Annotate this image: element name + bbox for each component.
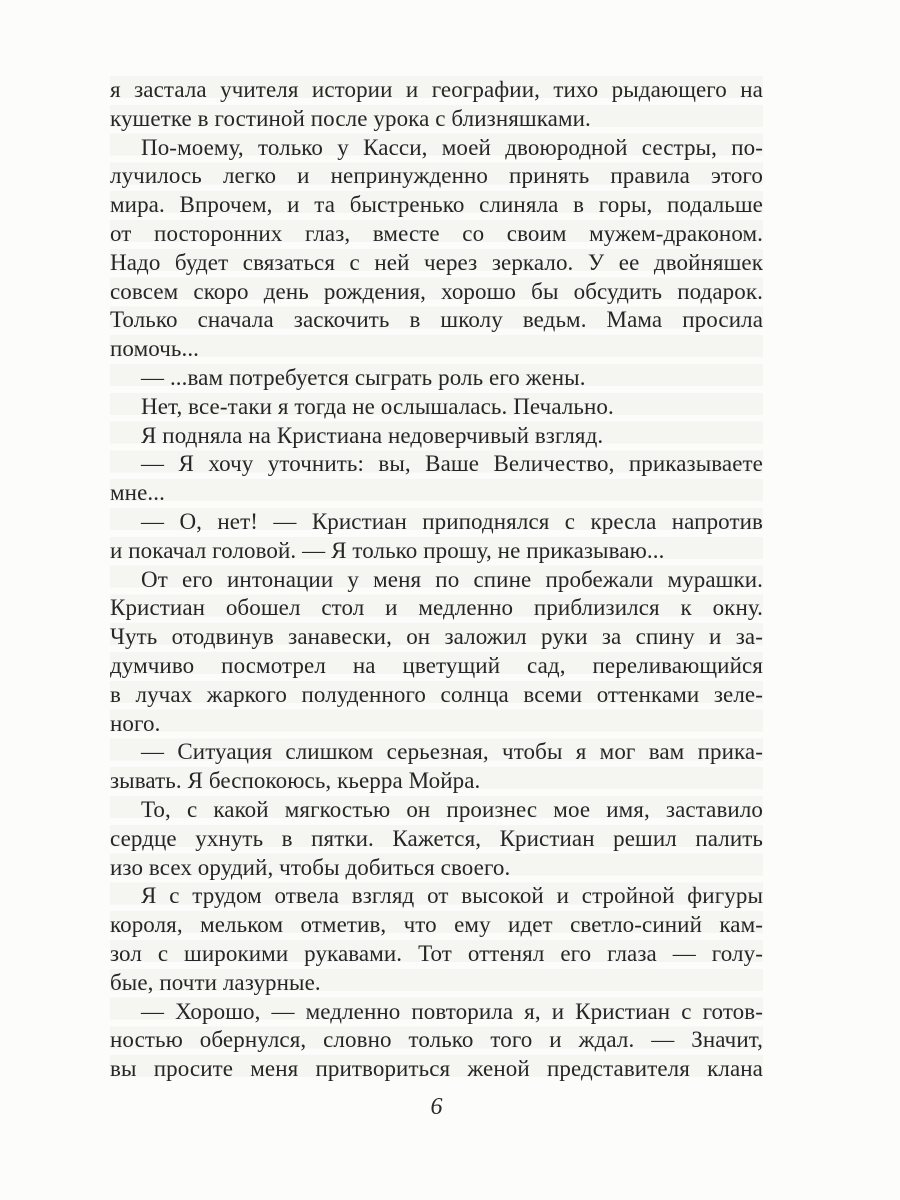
text-line: Я с трудом отвела взгляд от высокой и стройной фигуры <box>141 883 763 909</box>
text-line: — Я хочу уточнить: вы, Ваше Величество, приказываете <box>141 451 763 477</box>
text-line: кушетке в гостиной после урока с близняшками. <box>110 105 591 131</box>
text-line: Нет, все-таки я тогда не ослышалась. Печально. <box>141 393 614 419</box>
text-line: Чуть отодвинув занавески, он заложил руки за спину и за- <box>110 624 763 650</box>
text-line: лучилось легко и непринужденно принять правила этого <box>110 163 763 189</box>
text-line: То, с какой мягкостью он произнес мое имя, заставило <box>141 796 763 822</box>
text-line: совсем скоро день рождения, хорошо бы обсудить подарок. <box>110 278 763 304</box>
text-line: — О, нет! — Кристиан приподнялся с кресла напротив <box>141 508 763 534</box>
text-line: Только сначала заскочить в школу ведьм. Мама просила <box>110 307 763 333</box>
text-line: думчиво посмотрел на цветущий сад, переливающийся <box>110 652 763 678</box>
text-line: Я подняла на Кристиана недоверчивый взгляд. <box>141 422 604 448</box>
text-line: ностью обернулся, словно только того и ждал. — Значит, <box>110 1027 763 1053</box>
text-line: Надо будет связаться с ней через зеркало. У ее двойняшек <box>110 249 763 275</box>
text-line: изо всех орудий, чтобы добиться своего. <box>110 854 511 880</box>
text-line: от посторонних глаз, вместе со своим мужем-драконом. <box>110 220 763 246</box>
text-line: — Ситуация слишком серьезная, чтобы я мог вам прика- <box>141 739 763 765</box>
text-line: ного. <box>110 710 161 736</box>
text-line: — ...вам потребуется сыграть роль его жены. <box>141 364 586 390</box>
text-line: вы просите меня притвориться женой представителя клана <box>110 1056 763 1082</box>
text-line: Кристиан обошел стол и медленно приблизился к окну. <box>110 595 763 621</box>
page-number: 6 <box>430 1094 443 1120</box>
text-line: мира. Впрочем, и та быстренько слиняла в горы, подальше <box>110 192 763 218</box>
text-line: я застала учителя истории и географии, тихо рыдающего на <box>110 77 763 102</box>
text-line: — Хорошо, — медленно повторила я, и Кристиан с готов- <box>141 998 763 1024</box>
text-line: По-моему, только у Касси, моей двоюродной сестры, по- <box>141 134 763 160</box>
text-line: помочь... <box>110 336 200 362</box>
text-line: в лучах жаркого полуденного солнца всеми оттенками зеле- <box>110 681 763 707</box>
text-line: бые, почти лазурные. <box>110 969 321 995</box>
text-line: сердце ухнуть в пятки. Кажется, Кристиан решил палить <box>110 825 763 851</box>
text-line: зол с широкими рукавами. Тот оттенял его глаза — голу- <box>110 940 763 966</box>
text-line: короля, мельком отметив, что ему идет светло-синий кам- <box>110 912 763 938</box>
text-line: От его интонации у меня по спине пробежали мурашки. <box>141 566 763 592</box>
text-line: мне... <box>110 480 165 506</box>
page-text-block <box>110 76 763 1084</box>
text-line: зывать. Я беспокоюсь, кьерра Мойра. <box>110 768 481 794</box>
text-line: и покачал головой. — Я только прошу, не приказываю... <box>110 537 665 563</box>
